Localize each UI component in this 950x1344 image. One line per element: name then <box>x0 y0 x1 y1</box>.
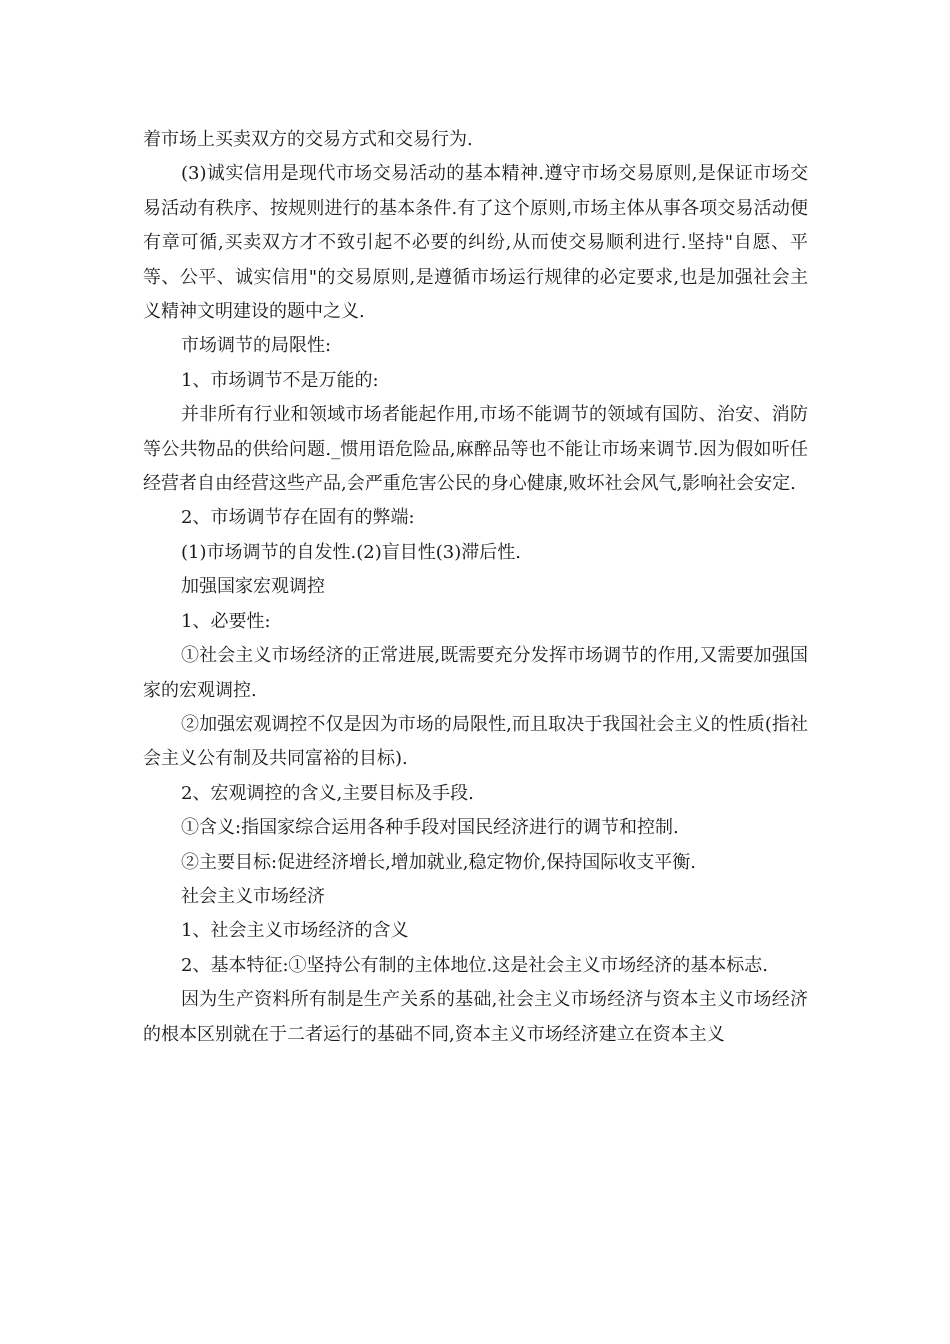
paragraph: 2、基本特征:①坚持公有制的主体地位.这是社会主义市场经济的基本标志. <box>181 954 768 976</box>
paragraph: (1)市场调节的自发性.(2)盲目性(3)滞后性. <box>181 541 521 563</box>
paragraph: 着市场上买卖双方的交易方式和交易行为. <box>143 129 473 150</box>
paragraph: ②主要目标:促进经济增长,增加就业,稳定物价,保持国际收支平衡. <box>181 851 696 873</box>
section-heading: 社会主义市场经济 <box>181 885 325 907</box>
document-body <box>143 123 808 1052</box>
subheading: 1、必要性: <box>181 610 271 632</box>
paragraph: ①含义:指国家综合运用各种手段对国民经济进行的调节和控制. <box>181 817 679 839</box>
paragraph: ①社会主义市场经济的正常进展,既需要充分发挥市场调节的作用,又需要加强国家的宏观调控. <box>143 645 808 701</box>
subheading: 1、社会主义市场经济的含义 <box>181 920 409 942</box>
section-heading: 加强国家宏观调控 <box>181 576 325 598</box>
paragraph: 因为生产资料所有制是生产关系的基础,社会主义市场经济与资本主义市场经济的根本区别就在于二者运行的基础不同,资本主义市场经济建立在资本主义 <box>143 989 808 1045</box>
paragraph: ②加强宏观调控不仅是因为市场的局限性,而且取决于我国社会主义的性质(指社会主义公有制及共同富裕的目标). <box>143 713 808 770</box>
section-heading: 市场调节的局限性: <box>181 335 332 357</box>
subheading: 2、市场调节存在固有的弊端: <box>181 507 415 529</box>
paragraph: (3)诚实信用是现代市场交易活动的基本精神.遵守市场交易原则,是保证市场交易活动有秩序、按规则进行的基本条件.有了这个原则,市场主体从事各项交易活动便有章可循,买卖双方才不致引起不必要的纠纷,从而使交易顺利进行.坚持"自愿、平等、公平、诚实信用"的交易原则,是遵循市场运行规律的必定要求,也是加强社会主义精神文明建设的题中之义. <box>143 163 808 323</box>
paragraph: 并非所有行业和领域市场者能起作用,市场不能调节的领域有国防、治安、消防等公共物品的供给问题._惯用语危险品,麻醉品等也不能让市场来调节.因为假如听任经营者自由经营这些产品,会严重危害公民的身心健康,败坏社会风气,影响社会安定. <box>143 404 808 495</box>
subheading: 2、宏观调控的含义,主要目标及手段. <box>181 782 474 804</box>
subheading: 1、市场调节不是万能的: <box>181 369 379 391</box>
